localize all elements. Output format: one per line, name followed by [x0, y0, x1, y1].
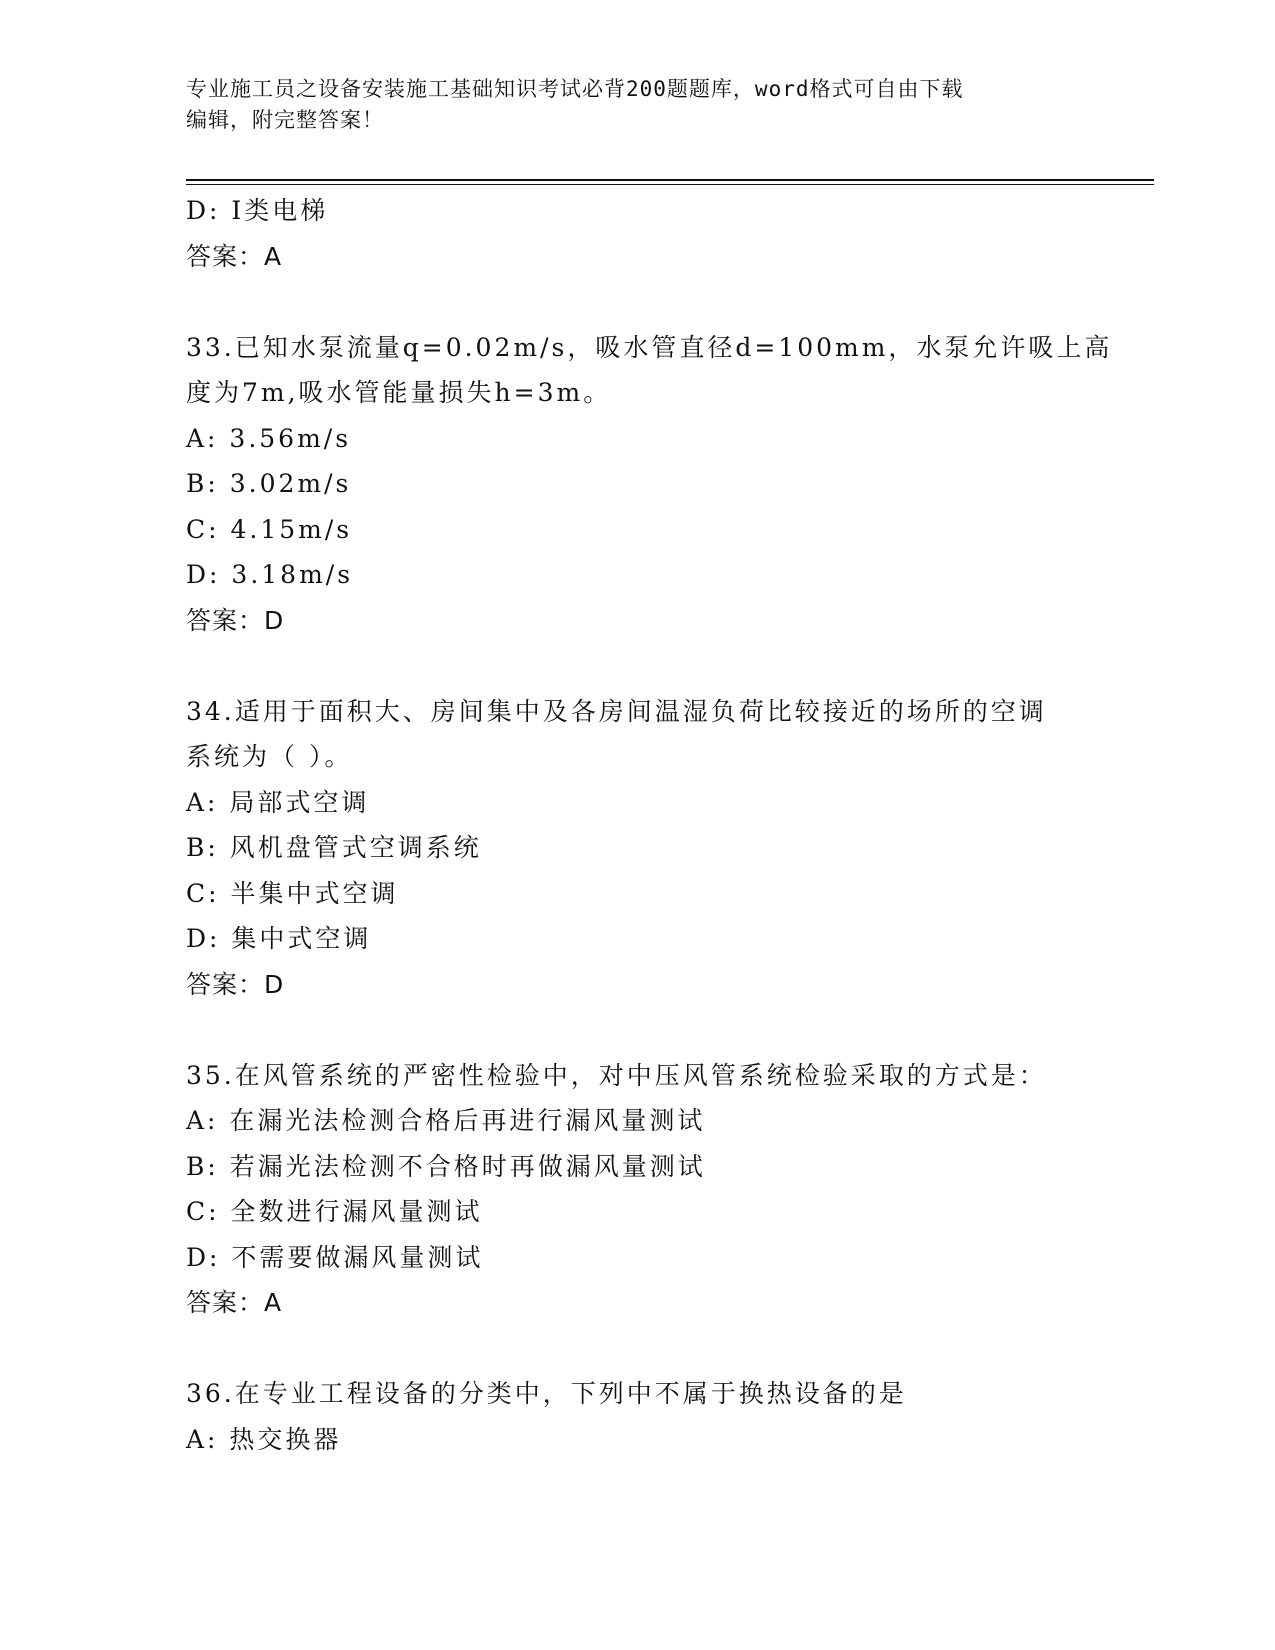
question-32-tail	[186, 188, 1086, 279]
answer-line: 答案：D	[186, 969, 285, 999]
option-a: A: 3.56m/s	[186, 423, 352, 453]
option-d: D: I类电梯	[186, 196, 329, 225]
option-b: B: 风机盘管式空调系统	[186, 833, 482, 862]
header-divider-thick	[186, 179, 1154, 181]
option-d: D: 3.18m/s	[186, 560, 354, 589]
question-stem: 33.已知水泵流量q=0.02m/s，吸水管直径d=100mm，水泵允许吸上高	[186, 332, 1113, 362]
page-header	[186, 74, 1076, 136]
option-d: D: 集中式空调	[186, 924, 372, 953]
header-divider-thin	[186, 184, 1154, 185]
answer-line: 答案：D	[186, 605, 285, 635]
option-c: C: 4.15m/s	[186, 514, 353, 544]
question-stem: 34.适用于面积大、房间集中及各房间温湿负荷比较接近的场所的空调	[186, 696, 1047, 726]
option-a: A: 在漏光法检测合格后再进行漏风量测试	[186, 1106, 706, 1135]
question-list	[186, 188, 1113, 1462]
answer-line: 答案：A	[186, 241, 283, 271]
question-36	[186, 1371, 1086, 1462]
answer-line: 答案：A	[186, 1288, 283, 1317]
question-35	[186, 1053, 1086, 1326]
option-a: A: 热交换器	[186, 1424, 342, 1454]
question-33	[186, 325, 1113, 644]
option-c: C: 全数进行漏风量测试	[186, 1197, 483, 1226]
question-34	[186, 689, 1086, 1008]
option-b: B: 3.02m/s	[186, 469, 352, 498]
question-stem-cont: 度为7m,吸水管能量损失h=3m。	[186, 378, 612, 407]
option-d: D: 不需要做漏风量测试	[186, 1242, 484, 1272]
header-line-2: 编辑，附完整答案！	[186, 108, 384, 132]
option-b: B: 若漏光法检测不合格时再做漏风量测试	[186, 1151, 706, 1181]
question-stem-cont: 系统为（ ）。	[186, 742, 353, 771]
option-c: C: 半集中式空调	[186, 878, 399, 908]
option-a: A: 局部式空调	[186, 787, 370, 817]
question-stem: 35.在风管系统的严密性检验中，对中压风管系统检验采取的方式是：	[186, 1060, 1047, 1090]
header-line-1: 专业施工员之设备安装施工基础知识考试必背200题题库，word格式可自由下载	[186, 77, 964, 101]
question-stem: 36.在专业工程设备的分类中，下列中不属于换热设备的是	[186, 1379, 907, 1408]
